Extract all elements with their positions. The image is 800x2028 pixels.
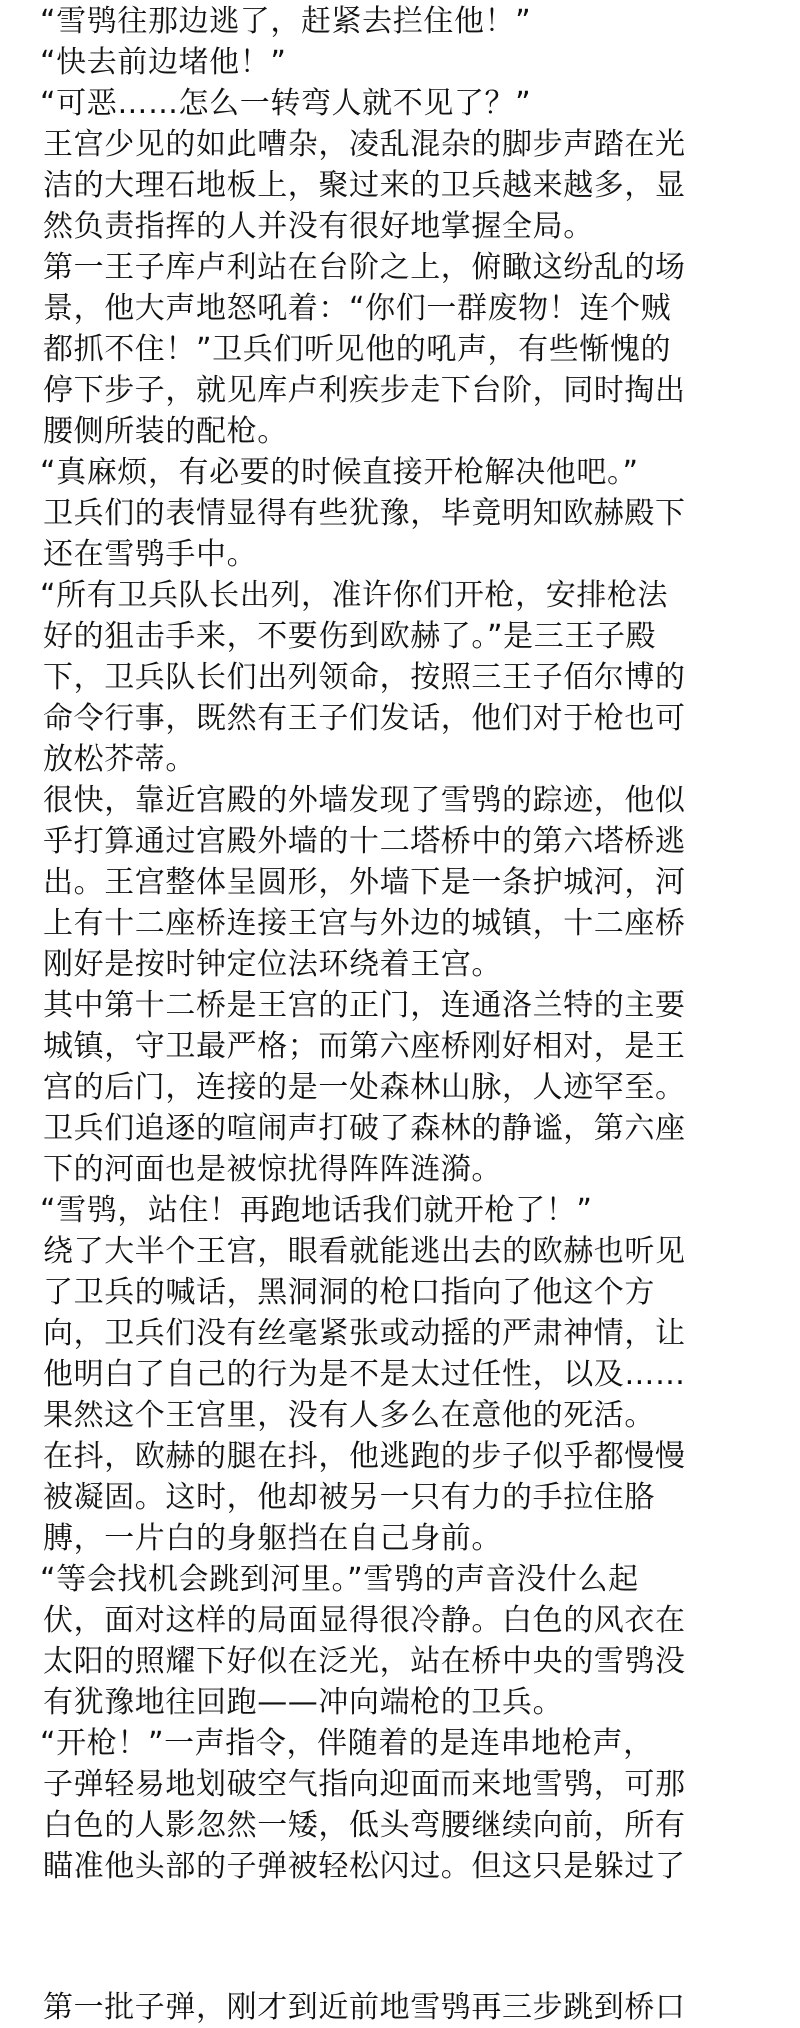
text-line: 子弹轻易地划破空气指向迎面而来地雪鸮，可那 — [43, 1767, 686, 1802]
text-line: 卫兵们的表情显得有些犹豫，毕竟明知欧赫殿下 — [43, 496, 686, 531]
text-line: “雪鸮，站住！再跑地话我们就开枪了！” — [40, 1193, 593, 1228]
text-line: 宫的后门，连接的是一处森林山脉，人迹罕至。 — [43, 1070, 686, 1105]
text-line: 其中第十二桥是王宫的正门，连通洛兰特的主要 — [43, 988, 686, 1023]
text-line: “快去前边堵他！” — [40, 45, 287, 80]
text-line: “雪鸮往那边逃了，赶紧去拦住他！” — [40, 4, 532, 39]
text-line: 卫兵们追逐的喧闹声打破了森林的静谧，第六座 — [43, 1111, 686, 1146]
text-line: 很快，靠近宫殿的外墙发现了雪鸮的踪迹，他似 — [43, 783, 686, 818]
text-line: 好的狙击手来，不要伤到欧赫了。”是三王子殿 — [43, 619, 657, 654]
text-line: 被凝固。这时，他却被另一只有力的手拉住胳 — [43, 1480, 655, 1515]
text-line: 都抓不住！”卫兵们听见他的吼声，有些惭愧的 — [43, 332, 672, 367]
text-line: 白色的人影忽然一矮，低头弯腰继续向前，所有 — [43, 1808, 686, 1843]
text-line: 停下步子，就见库卢利疾步走下台阶，同时掏出 — [43, 373, 686, 408]
text-line: 第一王子库卢利站在台阶之上，俯瞰这纷乱的场 — [43, 250, 686, 285]
text-line: 瞄准他头部的子弹被轻松闪过。但这只是躲过了 — [43, 1849, 686, 1884]
text-line: 还在雪鸮手中。 — [43, 537, 258, 572]
text-line: 他明白了自己的行为是不是太过任性，以及…… — [43, 1357, 686, 1392]
text-line: 了卫兵的喊话，黑洞洞的枪口指向了他这个方 — [43, 1275, 655, 1310]
text-line: 太阳的照耀下好似在泛光，站在桥中央的雪鸮没 — [43, 1644, 686, 1679]
text-line: 有犹豫地往回跑——冲向端枪的卫兵。 — [43, 1685, 564, 1720]
text-line: 绕了大半个王宫，眼看就能逃出去的欧赫也听见 — [43, 1234, 686, 1269]
text-line: 下，卫兵队长们出列领命，按照三王子佰尔博的 — [43, 660, 686, 695]
text-line: “真麻烦，有必要的时候直接开枪解决他吧。” — [40, 455, 639, 490]
text-line: 果然这个王宫里，没有人多么在意他的死活。 — [43, 1398, 655, 1433]
text-line: 城镇，守卫最严格；而第六座桥刚好相对，是王 — [43, 1029, 686, 1064]
text-line: 向，卫兵们没有丝毫紧张或动摇的严肃神情，让 — [43, 1316, 686, 1351]
text-line: 下的河面也是被惊扰得阵阵涟漪。 — [43, 1152, 502, 1187]
text-line: “开枪！”一声指令，伴随着的是连串地枪声， — [40, 1726, 654, 1761]
text-line: “可恶……怎么一转弯人就不见了？” — [40, 86, 532, 121]
text-line: 洁的大理石地板上，聚过来的卫兵越来越多，显 — [43, 168, 686, 203]
text-line: “所有卫兵队长出列，准许你们开枪，安排枪法 — [40, 578, 669, 613]
text-line: 景，他大声地怒吼着：“你们一群废物！连个贼 — [43, 291, 672, 326]
text-line: 刚好是按时钟定位法环绕着王宫。 — [43, 947, 502, 982]
text-line: 膊，一片白的身躯挡在自己身前。 — [43, 1521, 502, 1556]
text-line: “等会找机会跳到河里。”雪鸮的声音没什么起 — [40, 1562, 639, 1597]
text-line: 放松芥蒂。 — [43, 742, 196, 777]
text-line: 第一批子弹，刚才到近前地雪鸮再三步跳到桥口 — [43, 1990, 686, 2025]
text-line: 然负责指挥的人并没有很好地掌握全局。 — [43, 209, 594, 244]
text-line: 出。王宫整体呈圆形，外墙下是一条护城河，河 — [43, 865, 686, 900]
text-line: 命令行事，既然有王子们发话，他们对于枪也可 — [43, 701, 686, 736]
text-line: 乎打算通过宫殿外墙的十二塔桥中的第六塔桥逃 — [43, 824, 686, 859]
text-line: 腰侧所装的配枪。 — [43, 414, 288, 449]
text-line: 伏，面对这样的局面显得很冷静。白色的风衣在 — [43, 1603, 686, 1638]
text-line: 上有十二座桥连接王宫与外边的城镇，十二座桥 — [43, 906, 686, 941]
text-line: 在抖，欧赫的腿在抖，他逃跑的步子似乎都慢慢 — [43, 1439, 686, 1474]
text-line: 王宫少见的如此嘈杂，凌乱混杂的脚步声踏在光 — [43, 127, 686, 162]
